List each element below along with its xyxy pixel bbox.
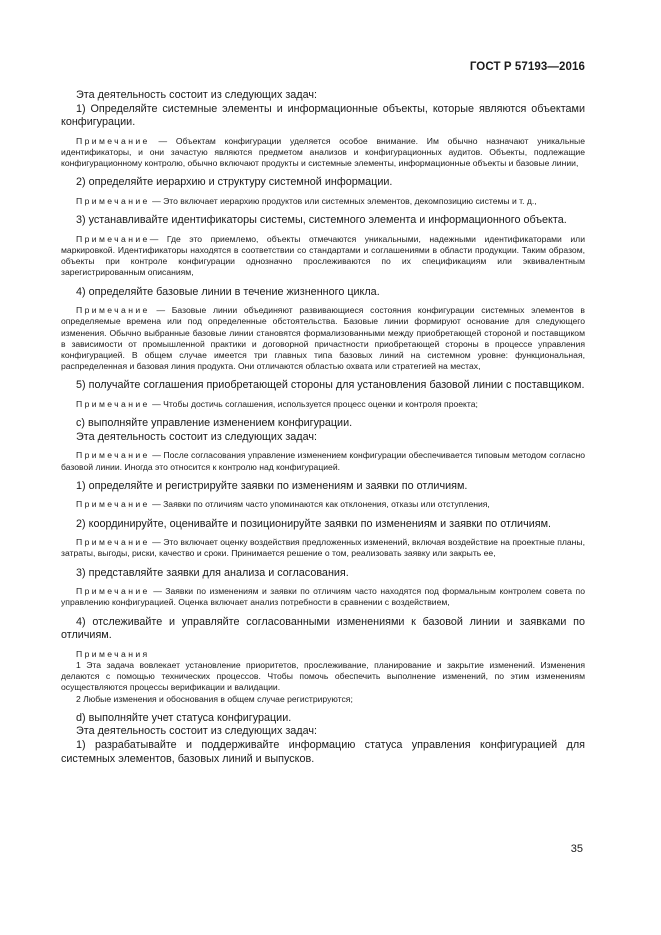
note-paragraph: 2 Любые изменения и обоснования в общем случае регистрируются; — [76, 693, 353, 704]
note-text: — Базовые линии объединяют развивающиеся состояния конфигурации системных элементов в определяемые времена или под определенные обстоятельства. Базовые линии формируют основание для следующего изменения. Обычно выбранные базовые линии становятся формализованными между приобретающей стороной и поставщиком в зависимости от промышленной практики и договорной причастности приобретающей стороны в процессе управления конфигурацией. В общем случае имеется три главных типа базовых линий на системном уровне: функциональная, распределенная и базовая линия продукта. Они отличаются областью охвата или стратегией на местах, — [61, 305, 585, 372]
note-label: Примечание — [76, 450, 150, 461]
paragraph: 4) определяйте базовые линии в течение жизненного цикла. — [76, 285, 380, 298]
paragraph: 1) разрабатывайте и поддерживайте информацию статуса управления конфигурацией для системных элементов, базовых линий и выпусков. — [61, 738, 585, 765]
note-text: — Объектам конфигурации уделяется особое внимание. Им обычно назначают уникальные идентификаторы, и они зачастую являются предметом анализов и конфигурационных аудитов. Объекты, подлежащие конфигурационному контролю, обычно включают продукты и системные элементы, информационные объекты и базовые линии, — [61, 135, 585, 169]
paragraph: 4) отслеживайте и управляйте согласованными изменениями к базовой линии и заявками по отличиям. — [61, 615, 585, 642]
page-number: 35 — [570, 843, 583, 855]
note-label: Примечание — [76, 399, 150, 409]
note-paragraph — [61, 234, 585, 279]
note-paragraph — [61, 499, 585, 510]
note-paragraph — [61, 305, 585, 372]
note-label: Примечание — [76, 233, 150, 244]
paragraph: 5) получайте соглашения приобретающей стороны для установления базовой линии с поставщиком. — [76, 379, 585, 392]
standard-code-header: ГОСТ Р 57193—2016 — [469, 61, 585, 73]
note-label: Примечание — [76, 195, 150, 206]
paragraph: Эта деятельность состоит из следующих задач: — [76, 89, 318, 101]
notes-heading: Примечания — [76, 648, 150, 659]
note-paragraph — [61, 196, 585, 207]
note-text: — Это включает иерархию продуктов или системных элементов, декомпозицию системы и т. д., — [149, 195, 537, 206]
note-label: Примечание — [76, 537, 150, 548]
note-text: — Заявки по отличиям часто упоминаются как отклонения, отказы или отступления, — [149, 499, 490, 510]
paragraph: 1) определяйте и регистрируйте заявки по изменениям и заявки по отличиям. — [76, 479, 468, 492]
paragraph: 2) определяйте иерархию и структуру системной информации. — [76, 176, 393, 189]
document-body — [61, 89, 585, 772]
note-text: — Заявки по изменениям и заявки по отличиям часто находятся под формальным контролем совета по управлению конфигурацией. Оценка включает анализ потребности в сравнении с воздействием, — [61, 586, 585, 608]
note-paragraph: 1 Эта задача вовлекает установление приоритетов, прослеживание, планирование и закрытие изменений. Изменения делаются с помощью технических процессов. Чтобы помочь обеспечить выполнение изменений, по этим изменениям осуществляются процессы верификации и валидации. — [61, 659, 585, 693]
note-label: Примечание — [76, 135, 150, 146]
note-label: Примечание — [76, 305, 150, 316]
note-paragraph — [61, 450, 585, 472]
note-paragraph — [61, 399, 585, 410]
paragraph: 2) координируйте, оценивайте и позиционируйте заявки по изменениям и заявки по отличиям. — [76, 517, 552, 530]
paragraph: Эта деятельность состоит из следующих задач: — [76, 430, 318, 443]
note-text: — Это включает оценку воздействия предложенных изменений, включая воздействие на проектные планы, затраты, выгоды, риски, качество и сроки. Принимается решение о том, реализовать заявку или закрыть ее, — [61, 537, 585, 559]
paragraph: d) выполняйте учет статуса конфигурации. — [76, 711, 292, 724]
paragraph: Эта деятельность состоит из следующих задач: — [76, 725, 318, 738]
note-text: — После согласования управление изменением конфигурации обеспечивается типовым методом согласно базовой линии. Иногда это относится к контролю над конфигурацией. — [61, 450, 585, 472]
note-label: Примечание — [76, 499, 150, 510]
paragraph: с) выполняйте управление изменением конфигурации. — [76, 417, 353, 430]
note-paragraph — [61, 136, 585, 170]
note-label: Примечание — [76, 586, 150, 597]
note-text: — Где это приемлемо, объекты отмечаются уникальными, надежными идентификаторами или маркировкой. Идентификаторы находятся в соответствии со стандартами и соглашениями в области продукции. Таким образом, объекты при контроле конфигурации однозначно прослеживаются по их спецификациям или эквивалентным зарегистрированным описаниям, — [61, 233, 585, 278]
paragraph: 3) представляйте заявки для анализа и согласования. — [76, 566, 349, 579]
note-paragraph — [61, 537, 585, 559]
note-text: — Чтобы достичь соглашения, используется процесс оценки и контроля проекта; — [149, 399, 478, 409]
paragraph: 3) устанавливайте идентификаторы системы, системного элемента и информационного объекта. — [76, 214, 567, 227]
paragraph: 1) Определяйте системные элементы и информационные объекты, которые являются объектами конфигурации. — [61, 102, 585, 129]
note-paragraph — [61, 586, 585, 608]
